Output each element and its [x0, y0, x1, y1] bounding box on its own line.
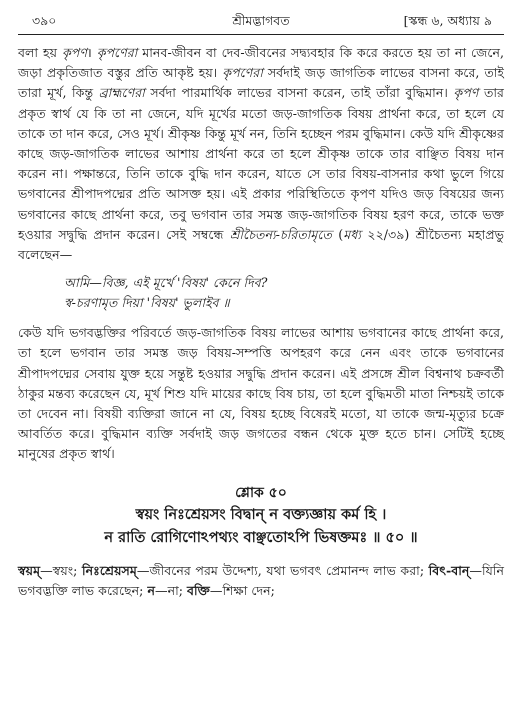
- page-header: [18, 10, 504, 32]
- header-rule: [18, 34, 504, 35]
- text-run: (: [331, 226, 344, 242]
- purport-paragraph-2: কেউ যদি ভগবদ্ভক্তির পরিবর্তে জড়-জাগতিক বিষয় লাভের আশায় ভগবানের কাছে প্রার্থনা করে, তা হলে ভগবান তার সমস্ত জড় বিষয়-সম্পত্তি অপহরণ করে নেন এবং তাকে ভগবানের শ্রীপাদপদ্মের সেবায় যুক্ত হয়ে সন্তুষ্ট হওয়ার সদ্বুদ্ধি প্রদান করেন। এই প্রসঙ্গে শ্রীল বিশ্বনাথ চক্রবর্তী ঠাকুর মন্তব্য করেছেন যে, মূর্খ শিশু যদি মায়ের কাছে বিষ চায়, তা হলে বুদ্ধিমতী মাতা নিশ্চয়ই তাকে তা দেবেন না। বিষয়ী ব্যক্তিরা জানে না যে, বিষয় হচ্ছে বিষেরই মতো, যা তাকে জন্ম-মৃত্যুর চক্রে আবর্তিত করে। বুদ্ধিমান ব্যক্তি সর্বদাই জড় জগতের বন্ধন থেকে মুক্ত হতে চান। সেটিই হচ্ছে মানুষের প্রকৃত স্বার্থ।: [18, 325, 504, 462]
- synonym-word: বিৎ-বান্: [428, 562, 470, 578]
- synonym-meaning: —শিক্ষা দেন;: [209, 583, 275, 599]
- section-label: [স্কন্ধ ৬, অধ্যায় ৯: [403, 13, 492, 28]
- synonym-word: বক্তি: [186, 583, 210, 599]
- synonym-word: ন: [147, 583, 155, 599]
- synonym-meaning: —স্বয়ং;: [40, 562, 83, 578]
- synonym-meaning: —জীবনের পরম উদ্দেশ্য, যথা ভগবৎ প্রেমানন্দ লাভ করা;: [136, 562, 429, 578]
- text-run: ।: [86, 45, 97, 60]
- synonym-meaning: —না;: [154, 583, 187, 599]
- text-run: সর্বদাই জড় জাগতিক লাভের বাসনা করে, তাই তারা মূর্খ, কিন্তু: [18, 65, 504, 101]
- text-run: ২২/৩৯) শ্রীচৈতন্য মহাপ্রভু বলেছেন—: [18, 226, 504, 263]
- italic-term: মধ্য: [343, 226, 361, 242]
- word-synonyms: [18, 561, 504, 602]
- italic-term: কৃপণ: [61, 45, 87, 60]
- italic-term: শ্রীচৈতন্য-চরিতামৃতে: [229, 226, 332, 242]
- quoted-verse-line-2: স্ব-চরণামৃত দিয়া 'বিষয়' ভুলাইব ॥: [64, 295, 230, 311]
- sloka-line-1: স্বয়ং নিঃশ্রেয়সং বিদ্বান্ ন বক্ত্যজ্ঞায় কর্ম হি ।: [135, 505, 387, 523]
- sloka-line-2: ন রাতি রোগিণোঽপথ্যং বাঞ্ছতোঽপি ভিষক্তমঃ ॥ ৫০ ॥: [104, 528, 418, 546]
- synonym-meaning: —যিনি ভগবদ্ভক্তি লাভ করেছেন;: [18, 562, 504, 599]
- italic-term: ব্রাহ্মণেরা: [98, 85, 145, 101]
- text-run: মানব-জীবন বা দেব-জীবনের সদ্ব্যবহার কি করে করতে হয় তা না জেনে, জড়া প্রকৃতিজাত বস্তুর প্রতি আকৃষ্ট হয়।: [18, 45, 505, 81]
- quoted-verse-line-1: আমি—বিজ্ঞ, এই মূর্খে 'বিষয়' কেনে দিব?: [64, 275, 268, 291]
- italic-term: কৃপণেরা: [96, 45, 138, 60]
- text-run: তার প্রকৃত স্বার্থ যে কি তা না জেনে, যদি মূর্খের মতো জড়-জাগতিক বিষয় প্রার্থনা করে, তা হলে যে তাকে তা দান করে, সেও মূর্খ। শ্রীকৃষ্ণ কিন্তু মূর্খ নন, তিনি হচ্ছেন পরম বুদ্ধিমান। কেউ যদি শ্রীকৃষ্ণের কাছে জড়-জাগতিক লাভের আশায় প্রার্থনা করে তা হলে শ্রীকৃষ্ণ তাকে তার বাঞ্ছিত বিষয় দান করেন না। পক্ষান্তরে, তিনি তাকে বুদ্ধি দান করেন, যাতে সে তার বিষয়-বাসনার কথা ভুলে গিয়ে ভগবানের শ্রীপাদপদ্মের প্রতি আসক্ত হয়। এই প্রকার পরিস্থিতিতে কৃপণ যদিও জড় বিষয়ের জন্য ভগবানের কাছে প্রার্থনা করে, তবু ভগবান তার সমস্ত জড়-জাগতিক বিষয় হরণ করে, তাকে ভক্ত হওয়ার সদ্বুদ্ধি প্রদান করেন। সেই সম্বন্ধে: [18, 85, 504, 242]
- text-run: সর্বদা পারমার্থিক লাভের বাসনা করেন, তাই তাঁরা বুদ্ধিমান।: [144, 85, 454, 101]
- italic-term: কৃপণ: [453, 85, 479, 101]
- purport-paragraph-1: [18, 43, 504, 265]
- page-number: ৩৯০: [32, 13, 57, 28]
- quoted-verse: [64, 273, 504, 313]
- book-title: শ্রীমদ্ভাগবত: [232, 13, 290, 28]
- text-run: বলা হয়: [18, 45, 62, 60]
- synonym-word: নিঃশ্রেয়সম্: [82, 562, 137, 578]
- italic-term: কৃপণেরা: [222, 65, 263, 81]
- book-page: [18, 10, 504, 715]
- sloka-heading: শ্লোক ৫০: [235, 484, 287, 501]
- synonym-word: স্বয়ম্: [18, 562, 41, 578]
